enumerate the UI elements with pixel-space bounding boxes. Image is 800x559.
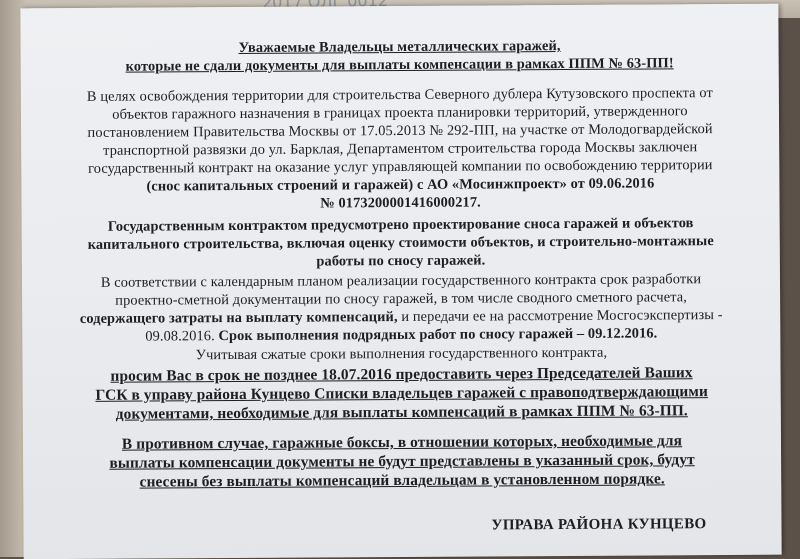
- paragraph-1-line-1: В целях освобождения территории для строительства Северного дублера Кутузовского проспекта от: [86, 85, 713, 105]
- notice-sheet: [20, 4, 781, 559]
- paragraph-3-line-4-bold: Срок выполнения подрядных работ по сносу гаражей – 09.12.2016.: [218, 325, 658, 345]
- paragraph-2-line-3: работы по сносу гаражей.: [316, 252, 486, 270]
- warning-line-1: В противном случае, гаражные боксы, в отношении которых, необходимые для: [121, 432, 683, 453]
- warning-line-3: снесены без выплаты компенсаций владельцам в установленном порядке.: [139, 470, 665, 491]
- paragraph-1-bold-line-2: № 0173200001416000217.: [320, 194, 481, 212]
- paragraph-1-line-3: постановлением Правительства Москвы от 17.05.2013 № 292-ПП, на участке от Молодогвардейской: [87, 121, 713, 141]
- paragraph-3-line-2: проектно-сметной документации по сносу гаражей, в том числе сводного сметного расчета,: [115, 289, 687, 309]
- paragraph-3-line-3-rest: и передачи ее на рассмотрение Мосгосэкспертизы -: [397, 307, 723, 326]
- paragraph-3-line-3-bold: содержащего затраты на выплату компенсаций,: [79, 309, 398, 327]
- paragraph-1-line-4: транспортной развязки до ул. Барклая, Департаментом строительства города Москвы заключен: [103, 139, 698, 159]
- request-line-1: просим Вас в срок не позднее 18.07.2016 предоставить через Председателей Ваших: [110, 364, 693, 385]
- paragraph-1-line-5: государственный контракт на оказание услуг управляющей компании по освобождению территории: [87, 157, 713, 177]
- request-line-3: документами, необходимые для выплаты компенсаций в рамках ППМ № 63-ПП.: [115, 402, 688, 423]
- notice-heading-line-2: которые не сдали документы для выплаты компенсации в рамках ППМ № 63-ПП!: [125, 55, 674, 75]
- paragraph-1-bold-line-1: (снос капитальных строений и гаражей) с АО «Мосинжпроект» от 09.06.2016: [146, 175, 655, 195]
- paragraph-1-line-2: объектов гаражного назначения в границах проекта планировки территорий, утвержденного: [112, 103, 688, 123]
- paragraph-3-line-1: В соответствии с календарным планом реализации государственного контракта срок разработки: [100, 271, 702, 291]
- warning-line-2: выплаты компенсации документы не будут представлены в указанный срок, будут: [109, 451, 695, 472]
- paragraph-2-line-1: Государственным контрактом предусмотрено проектирование сноса гаражей и объектов: [107, 215, 694, 235]
- signature: УПРАВА РАЙОНА КУНЦЕВО: [491, 516, 707, 534]
- paragraph-3-line-4-date: 09.08.2016.: [145, 328, 219, 345]
- request-line-2: ГСК в управу района Кунцево Списки владельцев гаражей с правоподтверждающими: [95, 383, 708, 404]
- paragraph-2-line-2: капитального строительства, включая оценку стоимости объектов, и строительно-монтажные: [87, 233, 714, 253]
- notice-heading-line-1: Уважаемые Владельцы металлических гаражей,: [238, 38, 561, 56]
- paragraph-4: Учитывая сжатые сроки выполнения государственного контракта,: [195, 344, 608, 364]
